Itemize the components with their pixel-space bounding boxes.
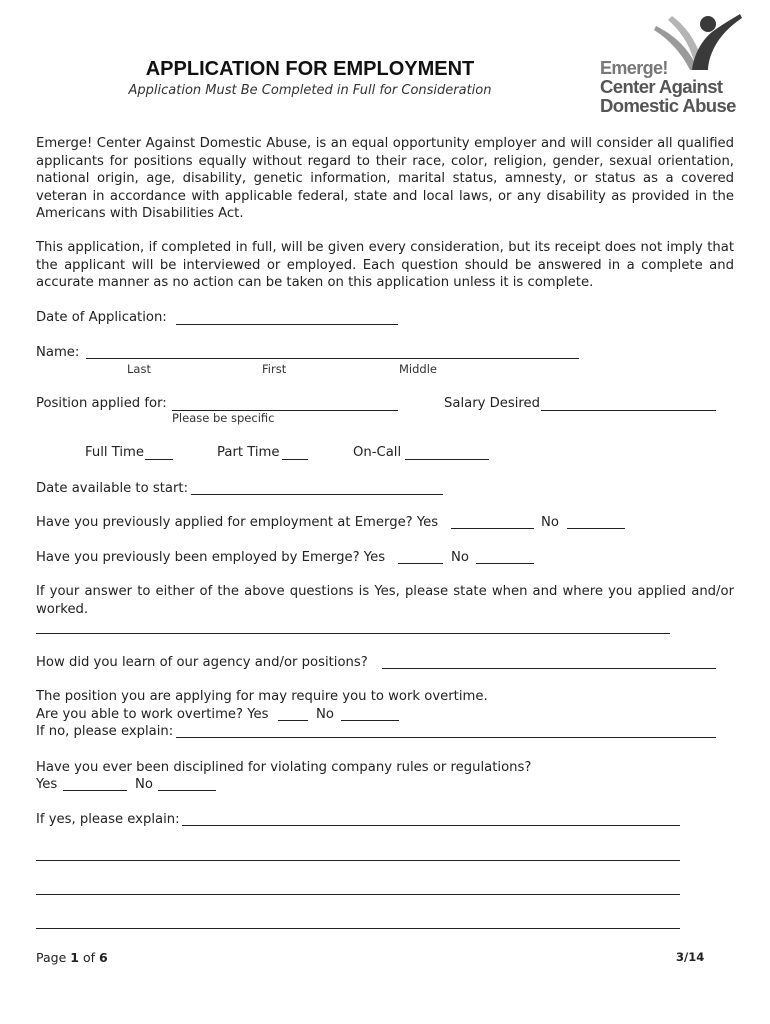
- date-of-application-field[interactable]: [176, 324, 398, 325]
- previously-employed-yes-field[interactable]: [398, 563, 443, 564]
- page-word: Page: [36, 950, 67, 965]
- prior-explanation-field[interactable]: [36, 633, 670, 634]
- disciplined-explain-label: If yes, please explain:: [36, 812, 180, 827]
- overtime-notice: The position you are applying for may require you to work overtime.: [36, 689, 488, 704]
- disciplined-question: Have you ever been disciplined for violating company rules or regulations?: [36, 760, 532, 775]
- page-total: 6: [98, 950, 108, 965]
- name-label: Name:: [36, 345, 80, 360]
- date-available-field[interactable]: [191, 494, 443, 495]
- how-learned-field[interactable]: [382, 668, 716, 669]
- disciplined-no-field[interactable]: [158, 790, 216, 791]
- prior-explanation-prompt: If your answer to either of the above questions is Yes, please state when and where you applied and/or worked.: [36, 584, 734, 617]
- of-word: of: [82, 950, 95, 965]
- full-time-field[interactable]: [145, 459, 173, 460]
- date-of-application-label: Date of Application:: [36, 310, 167, 325]
- name-middle-caption: Middle: [399, 362, 437, 376]
- overtime-yes-field[interactable]: [278, 720, 308, 721]
- disciplined-explain-field[interactable]: [182, 825, 680, 826]
- on-call-field[interactable]: [405, 459, 489, 460]
- position-applied-label: Position applied for:: [36, 396, 167, 411]
- how-learned-label: How did you learn of our agency and/or positions?: [36, 655, 368, 670]
- previously-applied-no-field[interactable]: [567, 528, 625, 529]
- consideration-statement: This application, if completed in full, will be given every consideration, but its receipt does not imply that the applicant will be interviewed or employed. Each question should be answered in a complete and accurate manner as no action can be taken on this application unless it is complete.: [36, 240, 734, 290]
- previously-applied-label: Have you previously applied for employment at Emerge? Yes: [36, 515, 439, 530]
- full-time-label: Full Time: [85, 445, 145, 460]
- disciplined-yes-label: Yes: [36, 777, 58, 792]
- previously-applied-yes-field[interactable]: [451, 528, 534, 529]
- previously-applied-no-label: No: [541, 515, 559, 530]
- logo-line-3: Domestic Abuse: [600, 95, 736, 116]
- previously-employed-no-field[interactable]: [476, 563, 534, 564]
- on-call-label: On-Call: [353, 445, 402, 460]
- logo-line-2: Center Against: [600, 76, 723, 97]
- salary-desired-label: Salary Desired: [444, 396, 541, 411]
- logo: [590, 8, 750, 120]
- page-indicator: [36, 950, 108, 965]
- position-hint: Please be specific: [172, 411, 275, 425]
- overtime-no-field[interactable]: [341, 720, 399, 721]
- name-field[interactable]: [86, 358, 579, 359]
- previously-employed-label: Have you previously been employed by Emerge? Yes: [36, 550, 386, 565]
- disciplined-yes-field[interactable]: [63, 790, 127, 791]
- part-time-field[interactable]: [282, 459, 308, 460]
- disciplined-explain-line-4[interactable]: [36, 928, 680, 929]
- page-subtitle: Application Must Be Completed in Full for Consideration: [128, 83, 492, 98]
- name-last-caption: Last: [127, 362, 151, 376]
- disciplined-no-label: No: [135, 777, 153, 792]
- name-first-caption: First: [262, 362, 287, 376]
- previously-employed-no-label: No: [451, 550, 469, 565]
- salary-desired-field[interactable]: [541, 410, 716, 411]
- overtime-explain-label: If no, please explain:: [36, 724, 174, 739]
- part-time-label: Part Time: [217, 445, 280, 460]
- logo-line-1: Emerge!: [600, 58, 668, 78]
- disciplined-explain-line-3[interactable]: [36, 894, 680, 895]
- disciplined-explain-line-2[interactable]: [36, 860, 680, 861]
- page-title: APPLICATION FOR EMPLOYMENT: [145, 58, 475, 80]
- overtime-explain-field[interactable]: [176, 737, 716, 738]
- eeo-statement: Emerge! Center Against Domestic Abuse, is an equal opportunity employer and will consider all qualified applicants for positions equally without regard to their race, color, religion, gender, sexual orientation, national origin, age, disability, genetic information, marital status, amnesty, or status as a covered veteran in accordance with applicable federal, state and local laws, or any disability as provided in the Americans with Disabilities Act.: [36, 136, 734, 221]
- overtime-no-label: No: [316, 707, 334, 722]
- overtime-question-label: Are you able to work overtime? Yes: [36, 707, 269, 722]
- page-number: 1: [70, 950, 79, 965]
- date-available-label: Date available to start:: [36, 481, 189, 496]
- revision-date: 3/14: [676, 950, 705, 964]
